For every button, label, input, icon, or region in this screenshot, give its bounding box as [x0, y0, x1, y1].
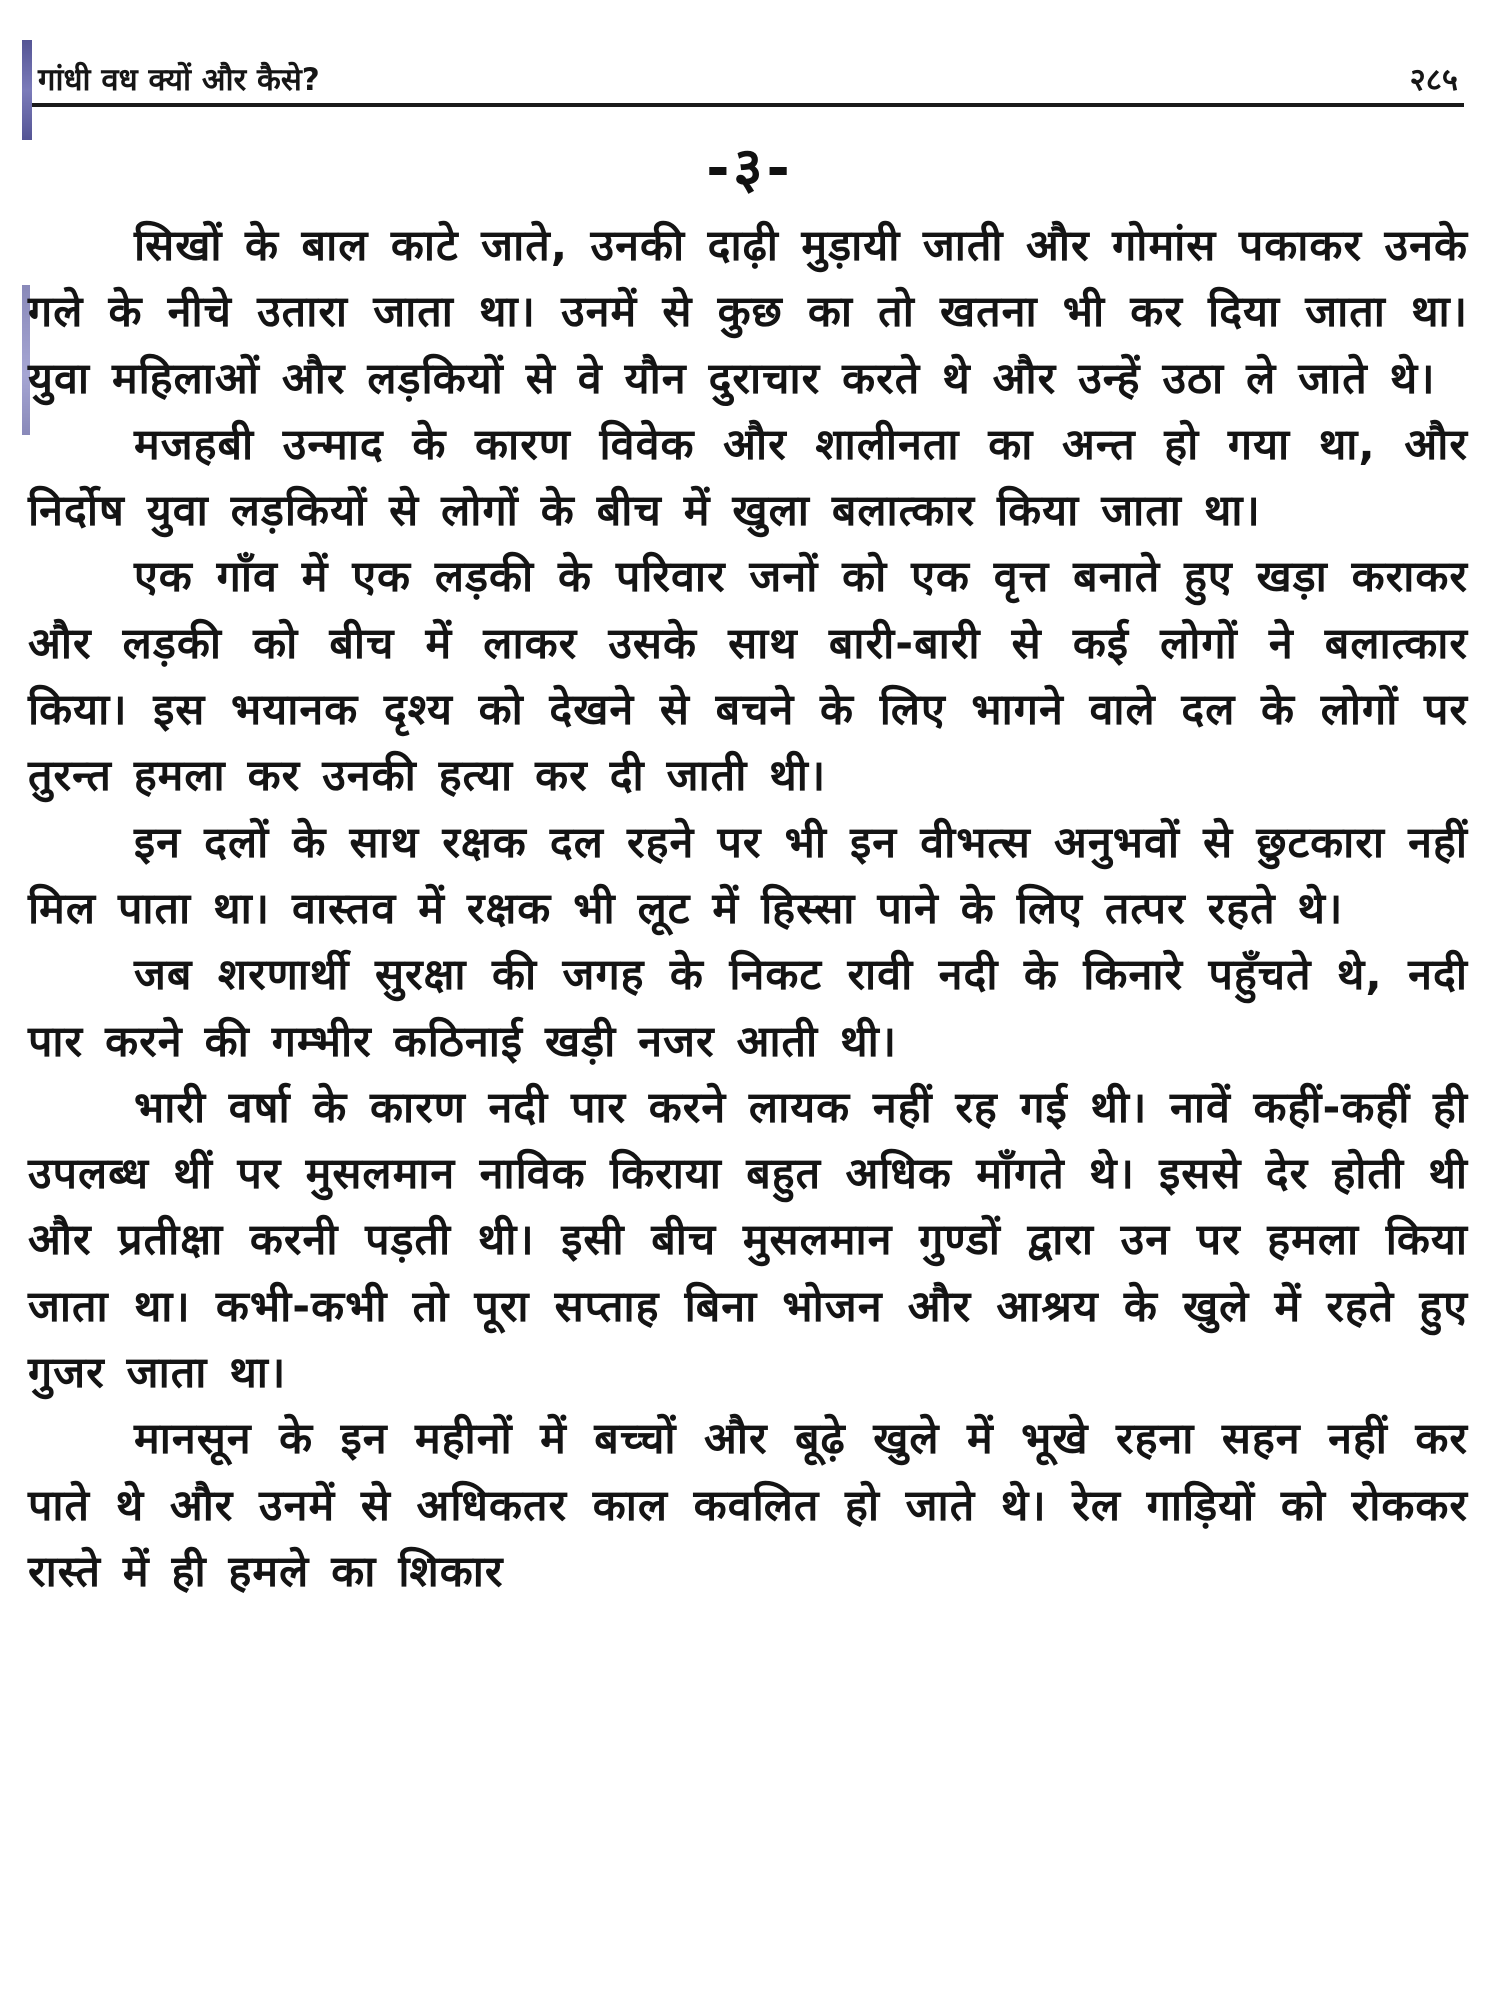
header-rule	[32, 103, 1464, 107]
chapter-number: -३-	[706, 136, 794, 201]
running-header	[38, 40, 1458, 100]
paragraph: मजहबी उन्माद के कारण विवेक और शालीनता का अन्त हो गया था, और निर्दोष युवा लड़कियों से लोगों के बीच में खुला बलात्कार किया जाता था।	[28, 419, 1468, 537]
page-number: २८५	[1409, 62, 1458, 98]
book-title: गांधी वध क्यों और कैसे?	[38, 62, 320, 98]
scan-edge-mark	[22, 40, 32, 140]
paragraph: भारी वर्षा के कारण नदी पार करने लायक नहीं रह गई थी। नावें कहीं-कहीं ही उपलब्ध थीं पर मुसलमान नाविक किराया बहुत अधिक माँगते थे। इससे देर होती थी और प्रतीक्षा करनी पड़ती थी। इसी बीच मुसलमान गुण्डों द्वारा उन पर हमला किया जाता था। कभी-कभी तो पूरा सप्ताह बिना भोजन और आश्रय के खुले में रहते हुए गुजर जाता था।	[28, 1082, 1469, 1399]
paragraph: मानसून के इन महीनों में बच्चों और बूढ़े खुले में भूखे रहना सहन नहीं कर पाते थे और उनमें से अधिकतर काल कवलित हो जाते थे। रेल गाड़ियों को रोककर रास्ते में ही हमले का शिकार	[28, 1414, 1468, 1597]
paragraph: सिखों के बाल काटे जाते, उनकी दाढ़ी मुड़ायी जाती और गोमांस पकाकर उनके गले के नीचे उतारा जाता था। उनमें से कुछ का तो खतना भी कर दिया जाता था। युवा महिलाओं और लड़कियों से वे यौन दुराचार करते थे और उन्हें उठा ले जाते थे।	[28, 221, 1468, 404]
paragraph: एक गाँव में एक लड़की के परिवार जनों को एक वृत्त बनाते हुए खड़ा कराकर और लड़की को बीच में लाकर उसके साथ बारी-बारी से कई लोगों ने बलात्कार किया। इस भयानक दृश्य को देखने से बचने के लिए भागने वाले दल के लोगों पर तुरन्त हमला कर उनकी हत्या कर दी जाती थी।	[28, 552, 1468, 802]
paragraph: इन दलों के साथ रक्षक दल रहने पर भी इन वीभत्स अनुभवों से छुटकारा नहीं मिल पाता था। वास्तव में रक्षक भी लूट में हिस्सा पाने के लिए तत्पर रहते थे।	[28, 817, 1468, 934]
body-text	[28, 213, 1468, 1605]
paragraph: जब शरणार्थी सुरक्षा की जगह के निकट रावी नदी के किनारे पहुँचते थे, नदी पार करने की गम्भीर कठिनाई खड़ी नजर आती थी।	[28, 950, 1468, 1067]
